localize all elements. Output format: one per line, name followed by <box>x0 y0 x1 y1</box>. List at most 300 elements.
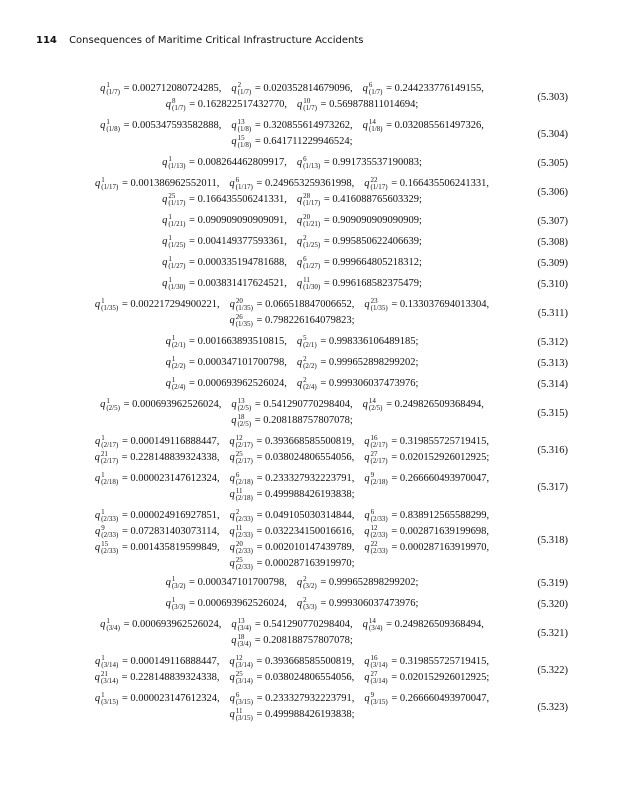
term-value: = 0.002712080724285, <box>120 83 222 94</box>
subscript-index: (1/17) <box>303 198 321 207</box>
index-block <box>371 541 388 555</box>
index-block <box>236 692 253 706</box>
q-symbol: q <box>231 136 237 147</box>
term-value: = 0.162822517432770, <box>186 99 288 110</box>
equation-body <box>60 471 524 503</box>
equation-term <box>94 690 220 706</box>
q-symbol: q <box>229 542 235 553</box>
equation-term <box>362 117 484 133</box>
equation-number: (5.304) <box>537 128 568 140</box>
q-symbol: q <box>229 656 235 667</box>
q-symbol: q <box>296 357 303 368</box>
equation-line <box>60 81 524 97</box>
superscript-index: 1 <box>171 354 176 363</box>
q-symbol: q <box>95 178 101 189</box>
q-symbol: q <box>362 120 368 131</box>
equation-term <box>94 669 220 685</box>
equation-term <box>162 254 287 270</box>
equation-term <box>364 690 490 706</box>
subscript-index: (2/17) <box>370 456 388 465</box>
equation-term <box>296 254 422 270</box>
superscript-index: 5 <box>303 333 307 342</box>
equation-number: (5.312) <box>537 336 568 348</box>
equation-line <box>60 413 524 429</box>
q-symbol: q <box>364 526 370 537</box>
q-symbol: q <box>296 336 303 347</box>
q-symbol: q <box>94 473 101 484</box>
subscript-index: (2/5) <box>237 419 252 428</box>
superscript-index: 2 <box>303 354 307 363</box>
equation-number: (5.321) <box>537 627 568 639</box>
equation-number: (5.315) <box>537 407 568 419</box>
superscript-index: 10 <box>303 96 311 105</box>
superscript-index: 1 <box>168 275 172 284</box>
equation-term <box>229 470 355 486</box>
equation-body <box>60 596 524 612</box>
equation-line <box>60 255 524 271</box>
index-block <box>371 472 388 486</box>
term-value: = 0.000024916927851, <box>119 510 220 521</box>
equation-number: (5.316) <box>537 444 568 456</box>
equation-term <box>229 312 355 328</box>
term-value: = 0.416088765603329; <box>321 194 422 205</box>
q-symbol: q <box>100 619 106 630</box>
equation <box>60 596 568 612</box>
equation-body <box>60 376 524 392</box>
subscript-index: (1/27) <box>168 261 186 270</box>
index-block <box>236 541 253 555</box>
equation-term <box>100 117 222 133</box>
index-block <box>236 472 253 486</box>
equation-term <box>296 212 422 228</box>
equation-term <box>162 212 287 228</box>
subscript-index: (2/1) <box>171 340 186 349</box>
superscript-index: 6 <box>370 507 375 516</box>
term-value: = 0.004149377593361, <box>186 236 287 247</box>
index-block <box>236 298 253 312</box>
equation-term <box>162 154 287 170</box>
term-value: = 0.066518847006652, <box>253 299 355 310</box>
equation-term <box>297 96 419 112</box>
superscript-index: 6 <box>368 80 373 89</box>
equation-body <box>60 434 524 466</box>
equation-number: (5.319) <box>537 577 568 589</box>
q-symbol: q <box>364 436 370 447</box>
superscript-index: 6 <box>235 175 240 184</box>
term-value: = 0.020152926012925; <box>388 672 490 683</box>
equation-term <box>231 616 353 632</box>
term-value: = 0.999664805218312; <box>321 257 422 268</box>
q-symbol: q <box>162 236 168 247</box>
subscript-index: (2/18) <box>235 477 253 486</box>
index-block <box>369 618 383 632</box>
equation-term <box>364 470 490 486</box>
q-symbol: q <box>231 635 237 646</box>
q-symbol: q <box>231 619 237 630</box>
q-symbol: q <box>362 619 368 630</box>
q-symbol: q <box>364 510 370 521</box>
term-value: = 0.000023147612324, <box>119 693 220 704</box>
term-value: = 0.049105030314844, <box>253 510 355 521</box>
superscript-index: 8 <box>172 96 176 105</box>
equation-line <box>60 487 524 503</box>
equation-line <box>60 276 524 292</box>
equation-line <box>60 234 524 250</box>
subscript-index: (3/15) <box>235 713 253 722</box>
equation-line <box>60 654 524 670</box>
subscript-index: (1/13) <box>303 161 321 170</box>
term-value: = 0.001663893510815, <box>186 336 287 347</box>
index-block <box>303 214 320 228</box>
superscript-index: 9 <box>101 523 105 532</box>
q-symbol: q <box>229 526 235 537</box>
equation-term <box>296 595 419 611</box>
equation-body <box>60 355 524 371</box>
term-value: = 0.249826509368494, <box>383 399 484 410</box>
index-block <box>101 671 118 685</box>
equation-term <box>229 507 355 523</box>
subscript-index: (3/4) <box>106 623 120 632</box>
subscript-index: (3/3) <box>171 602 186 611</box>
superscript-index: 16 <box>370 433 378 442</box>
superscript-index: 1 <box>168 154 172 163</box>
equation-number: (5.313) <box>537 357 568 369</box>
equation-term <box>229 690 355 706</box>
equation-body <box>60 155 524 171</box>
q-symbol: q <box>231 399 237 410</box>
subscript-index: (3/15) <box>370 697 388 706</box>
q-symbol: q <box>165 357 171 368</box>
equation-term <box>94 296 220 312</box>
term-value: = 0.996168582375479; <box>321 278 422 289</box>
equation <box>60 255 568 271</box>
equation-term <box>296 574 419 590</box>
term-value: = 0.000287163919970; <box>253 558 355 569</box>
equation-term <box>364 449 490 465</box>
term-value: = 0.999306037473976; <box>317 598 419 609</box>
equation <box>60 276 568 292</box>
equation-term <box>364 296 490 312</box>
subscript-index: (1/17) <box>101 182 119 191</box>
superscript-index: 2 <box>237 80 242 89</box>
index-block <box>101 435 118 449</box>
subscript-index: (3/14) <box>100 676 119 685</box>
q-symbol: q <box>95 526 101 537</box>
superscript-index: 15 <box>237 133 245 142</box>
q-symbol: q <box>364 299 370 310</box>
subscript-index: (2/17) <box>370 440 388 449</box>
equation-number: (5.306) <box>537 186 568 198</box>
equation-term <box>229 523 355 539</box>
equation-number: (5.307) <box>537 215 568 227</box>
subscript-index: (1/35) <box>101 303 119 312</box>
superscript-index: 11 <box>303 275 310 284</box>
q-symbol: q <box>231 120 237 131</box>
equation-line <box>60 134 524 150</box>
subscript-index: (1/35) <box>370 303 388 312</box>
equation-term <box>100 616 222 632</box>
superscript-index: 9 <box>370 690 375 699</box>
subscript-index: (2/17) <box>101 440 119 449</box>
equation-term <box>229 555 355 571</box>
term-value: = 0.000693962526024, <box>120 619 222 630</box>
term-value: = 0.233327932223791, <box>253 693 355 704</box>
index-block <box>370 435 387 449</box>
equation <box>60 617 568 649</box>
subscript-index: (1/17) <box>370 182 388 191</box>
equation-number: (5.317) <box>537 481 568 493</box>
equation <box>60 397 568 429</box>
equation <box>60 118 568 150</box>
subscript-index: (1/7) <box>237 87 252 96</box>
superscript-index: 1 <box>168 212 172 221</box>
term-value: = 0.798226164079823; <box>253 315 355 326</box>
q-symbol: q <box>296 236 303 247</box>
superscript-index: 11 <box>235 486 243 495</box>
index-block <box>172 98 186 112</box>
term-value: = 0.266660493970047, <box>388 473 490 484</box>
index-block <box>237 634 251 648</box>
equation-list <box>60 81 568 728</box>
equation-term <box>165 333 287 349</box>
index-block <box>371 298 388 312</box>
q-symbol: q <box>94 510 101 521</box>
q-symbol: q <box>162 157 168 168</box>
equation-term <box>94 507 220 523</box>
term-value: = 0.393668585500819, <box>253 436 355 447</box>
q-symbol: q <box>100 399 106 410</box>
subscript-index: (3/4) <box>237 623 252 632</box>
term-value: = 0.233327932223791, <box>253 473 355 484</box>
superscript-index: 23 <box>370 296 378 305</box>
term-value: = 0.000347101700798, <box>186 357 287 368</box>
superscript-index: 25 <box>235 555 243 564</box>
subscript-index: (3/4) <box>237 639 252 648</box>
equation-number: (5.303) <box>537 91 568 103</box>
term-value: = 0.000287163919970, <box>388 542 490 553</box>
superscript-index: 14 <box>368 616 376 625</box>
equation-term <box>162 233 287 249</box>
superscript-index: 21 <box>100 449 108 458</box>
superscript-index: 1 <box>168 254 172 263</box>
term-value: = 0.090909090909091, <box>186 215 287 226</box>
index-block <box>238 618 252 632</box>
subscript-index: (2/33) <box>370 530 388 539</box>
equation-number: (5.320) <box>537 598 568 610</box>
term-value: = 0.038024806554056, <box>253 672 355 683</box>
index-block <box>168 193 185 207</box>
q-symbol: q <box>297 99 303 110</box>
index-block <box>101 655 118 669</box>
equation-number: (5.308) <box>537 236 568 248</box>
equation-term <box>94 539 220 555</box>
index-block <box>106 618 120 632</box>
equation-line <box>60 575 524 591</box>
subscript-index: (2/17) <box>235 456 253 465</box>
subscript-index: (3/2) <box>171 581 186 590</box>
equation-term <box>95 523 220 539</box>
equation-line <box>60 376 524 392</box>
equation-term <box>296 375 419 391</box>
term-value: = 0.909090909090909; <box>321 215 422 226</box>
index-block <box>172 576 186 590</box>
index-block <box>303 156 320 170</box>
q-symbol: q <box>296 378 303 389</box>
equation <box>60 376 568 392</box>
term-value: = 0.002010147439789, <box>253 542 355 553</box>
index-block <box>101 472 118 486</box>
subscript-index: (3/2) <box>303 581 317 590</box>
subscript-index: (1/35) <box>235 319 253 328</box>
subscript-index: (3/15) <box>235 697 253 706</box>
q-symbol: q <box>94 452 100 463</box>
subscript-index: (1/8) <box>237 124 252 133</box>
term-value: = 0.499988426193838; <box>253 709 355 720</box>
superscript-index: 25 <box>168 191 176 200</box>
equation-term <box>296 233 422 249</box>
term-value: = 0.999306037473976; <box>317 378 419 389</box>
q-symbol: q <box>162 257 168 268</box>
q-symbol: q <box>296 157 303 168</box>
equation-term <box>94 470 220 486</box>
index-block <box>370 525 387 539</box>
equation-body <box>60 255 524 271</box>
index-block <box>236 509 253 523</box>
subscript-index: (1/7) <box>368 87 383 96</box>
subscript-index: (1/21) <box>168 219 186 228</box>
term-value: = 0.032234150016616, <box>253 526 355 537</box>
q-symbol: q <box>229 693 235 704</box>
term-value: = 0.541290770298404, <box>252 619 353 630</box>
subscript-index: (1/8) <box>237 140 252 149</box>
equation-line <box>60 691 524 707</box>
equation-term <box>296 275 422 291</box>
q-symbol: q <box>229 672 235 683</box>
equation-term <box>229 296 355 312</box>
term-value: = 0.208188757807078; <box>252 415 353 426</box>
equation-number: (5.318) <box>537 534 568 546</box>
term-value: = 0.020352814679096, <box>252 83 353 94</box>
index-block <box>172 335 186 349</box>
equation-term <box>94 449 220 465</box>
equation-term <box>165 574 287 590</box>
equation-line <box>60 617 524 633</box>
q-symbol: q <box>362 399 368 410</box>
superscript-index: 6 <box>303 254 307 263</box>
superscript-index: 22 <box>370 539 378 548</box>
equation-body <box>60 397 524 429</box>
superscript-index: 27 <box>370 669 378 678</box>
superscript-index: 18 <box>237 412 245 421</box>
index-block <box>101 525 118 539</box>
q-symbol: q <box>162 215 168 226</box>
index-block <box>236 435 253 449</box>
index-block <box>303 335 317 349</box>
equation-term <box>229 706 355 722</box>
q-symbol: q <box>94 672 100 683</box>
index-block <box>237 414 251 428</box>
superscript-index: 25 <box>235 449 243 458</box>
superscript-index: 1 <box>101 296 105 305</box>
equation-term <box>229 175 355 191</box>
q-symbol: q <box>229 558 235 569</box>
equation-term <box>231 80 353 96</box>
equation-line <box>60 596 524 612</box>
term-value: = 0.001386962552011, <box>119 178 220 189</box>
superscript-index: 1 <box>168 233 172 242</box>
superscript-index: 1 <box>106 117 110 126</box>
subscript-index: (2/2) <box>303 361 317 370</box>
superscript-index: 2 <box>303 375 307 384</box>
q-symbol: q <box>94 542 101 553</box>
q-symbol: q <box>231 83 237 94</box>
q-symbol: q <box>94 693 101 704</box>
term-value: = 0.995850622406639; <box>321 236 422 247</box>
subscript-index: (2/5) <box>106 403 120 412</box>
superscript-index: 1 <box>106 80 110 89</box>
equation-term <box>162 191 287 207</box>
subscript-index: (3/15) <box>101 697 119 706</box>
subscript-index: (3/14) <box>235 676 253 685</box>
index-block <box>106 119 120 133</box>
equation-body <box>60 81 524 113</box>
equation-line <box>60 176 524 192</box>
equation-term <box>362 80 484 96</box>
superscript-index: 27 <box>370 449 378 458</box>
term-value: = 0.208188757807078; <box>252 635 353 646</box>
equation-line <box>60 297 524 313</box>
equation <box>60 355 568 371</box>
term-value: = 0.000347101700798, <box>186 577 287 588</box>
equation-term <box>296 333 419 349</box>
term-value: = 0.166435506241331, <box>388 178 489 189</box>
superscript-index: 20 <box>235 296 243 305</box>
equation-term <box>362 616 484 632</box>
term-value: = 0.032085561497326, <box>383 120 484 131</box>
index-block <box>236 451 253 465</box>
subscript-index: (3/14) <box>370 660 388 669</box>
q-symbol: q <box>229 299 235 310</box>
term-value: = 0.320855614973262, <box>252 120 353 131</box>
subscript-index: (2/33) <box>101 530 119 539</box>
subscript-index: (2/33) <box>101 546 119 555</box>
equation-body <box>60 617 524 649</box>
equation-line <box>60 192 524 208</box>
term-value: = 0.228148839324338, <box>119 672 220 683</box>
term-value: = 0.000023147612324, <box>119 473 220 484</box>
equation-term <box>95 433 220 449</box>
index-block <box>236 525 253 539</box>
q-symbol: q <box>94 299 101 310</box>
index-block <box>303 98 317 112</box>
equation-term <box>100 80 222 96</box>
equation-term <box>231 412 353 428</box>
index-block <box>168 256 185 270</box>
equation-line <box>60 707 524 723</box>
term-value: = 0.249826509368494, <box>383 619 484 630</box>
superscript-index: 1 <box>171 333 176 342</box>
q-symbol: q <box>165 598 171 609</box>
index-block <box>303 597 317 611</box>
superscript-index: 1 <box>171 375 176 384</box>
equation-term <box>364 653 489 669</box>
index-block <box>236 488 253 502</box>
q-symbol: q <box>95 656 101 667</box>
index-block <box>172 377 186 391</box>
index-block <box>168 156 185 170</box>
term-value: = 0.249653259361998, <box>253 178 355 189</box>
equation-term <box>296 154 422 170</box>
